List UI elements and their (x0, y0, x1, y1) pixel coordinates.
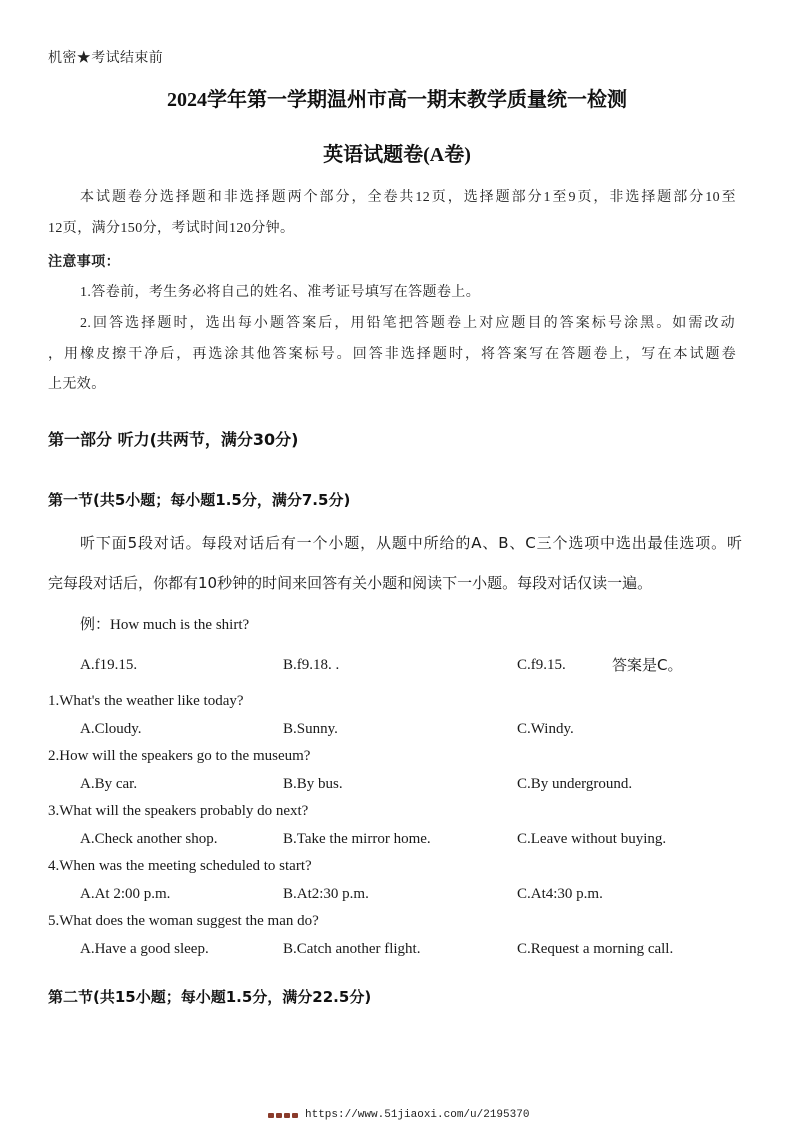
section1-instruction-line: 听下面5段对话。每段对话后有一个小题，从题中所给的A、B、C三个选项中选出最佳选项。听 (80, 534, 742, 552)
example-answer: 答案是C。 (612, 656, 683, 674)
question-1-option-b: B.Sunny. (283, 721, 338, 737)
notice-item-1: 1.答卷前，考生务必将自己的姓名、准考证号填写在答题卷上。 (80, 285, 481, 300)
question-2-option-b: B.By bus. (283, 776, 343, 792)
example-option-a: A.f19.15. (80, 657, 138, 673)
section1-instruction-line: 完每段对话后，你都有10秒钟的时间来回答有关小题和阅读下一小题。每段对话仅读一遍。 (48, 574, 653, 592)
question-1-option-a: A.Cloudy. (80, 721, 142, 737)
question-5-option-a: A.Have a good sleep. (80, 941, 209, 957)
question-3-option-b: B.Take the mirror home. (283, 831, 431, 847)
part1-heading: 第一部分 听力(共两节，满分30分) (48, 430, 299, 449)
footer-url: https://www.51jiaoxi.com/u/2195370 (305, 1109, 530, 1121)
question-3-stem: 3.What will the speakers probably do next? (48, 803, 309, 819)
question-3-option-c: C.Leave without buying. (517, 831, 667, 847)
exam-subtitle: 英语试题卷(A卷) (323, 144, 471, 166)
exam-title: 2024学年第一学期温州市高一期末教学质量统一检测 (167, 89, 627, 111)
question-4-option-b: B.At2:30 p.m. (283, 886, 369, 902)
notice-item-2-line: ，用橡皮擦干净后，再选涂其他答案标号。回答非选择题时，将答案写在答题卷上，写在本试题卷 (48, 347, 736, 362)
section1-heading: 第一节(共5小题；每小题1.5分，满分7.5分) (48, 491, 351, 509)
example-question (80, 613, 249, 635)
example-option-b: B.f9.18. . (283, 657, 340, 673)
section2-heading: 第二节(共15小题；每小题1.5分，满分22.5分) (48, 988, 372, 1006)
example-question-text: How much is the shirt? (110, 617, 250, 633)
question-2-stem: 2.How will the speakers go to the museum? (48, 748, 311, 764)
question-4-option-c: C.At4:30 p.m. (517, 886, 603, 902)
question-2-option-c: C.By underground. (517, 776, 633, 792)
question-1-stem: 1.What's the weather like today? (48, 693, 244, 709)
question-4-option-a: A.At 2:00 p.m. (80, 886, 171, 902)
notice-item-2-line: 2.回答选择题时，选出每小题答案后，用铅笔把答题卷上对应题目的答案标号涂黑。如需改动 (80, 316, 735, 331)
confidential-mark: 机密★考试结束前 (48, 51, 164, 66)
intro-line: 本试题卷分选择题和非选择题两个部分，全卷共12页，选择题部分1至9页，非选择题部分10至 (80, 190, 736, 205)
example-option-c: C.f9.15. (517, 657, 566, 673)
question-4-stem: 4.When was the meeting scheduled to start? (48, 858, 312, 874)
notice-heading: 注意事项： (48, 255, 120, 270)
question-5-stem: 5.What does the woman suggest the man do? (48, 913, 319, 929)
question-3-option-a: A.Check another shop. (80, 831, 218, 847)
intro-line: 12页，满分150分，考试时间120分钟。 (48, 221, 295, 236)
example-label: 例： (80, 615, 111, 633)
question-2-option-a: A.By car. (80, 776, 138, 792)
question-5-option-c: C.Request a morning call. (517, 941, 674, 957)
site-logo (268, 1111, 300, 1119)
notice-item-2-line: 上无效。 (48, 377, 106, 392)
question-5-option-b: B.Catch another flight. (283, 941, 421, 957)
question-1-option-c: C.Windy. (517, 721, 574, 737)
